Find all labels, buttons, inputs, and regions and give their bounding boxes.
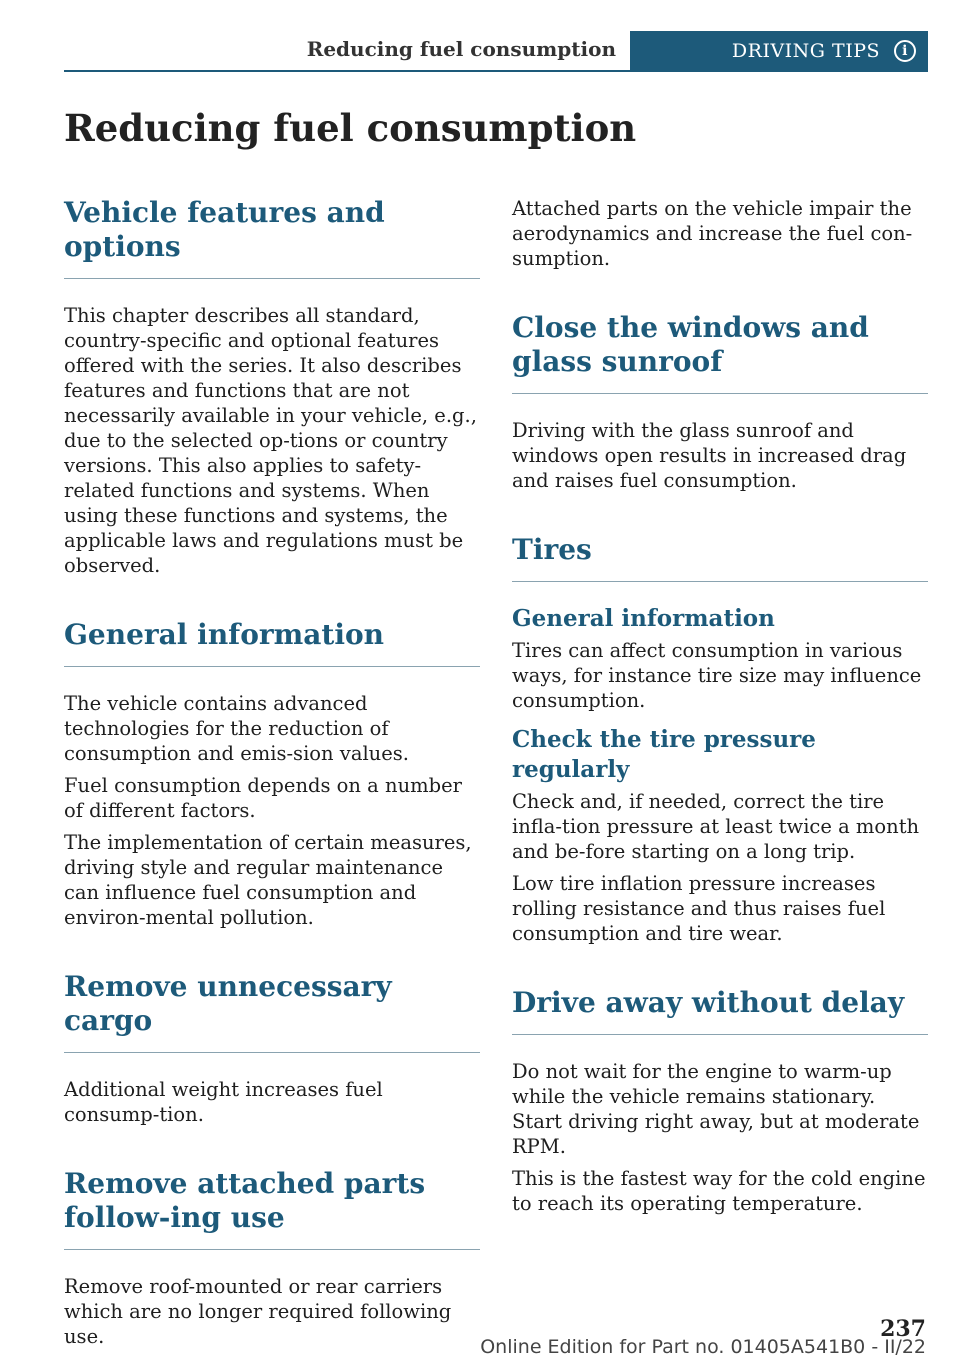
tire-pressure-paragraph: Low tire inflation pressure increases rolling resistance and thus raises fuel consumption and tire wear. — [512, 872, 886, 945]
page-header — [64, 31, 928, 72]
general-info-paragraph: The implementation of certain measures, driving style and regular maintenance can influence fuel consumption and environ-mental pollution. — [64, 831, 472, 929]
left-column — [64, 196, 480, 1349]
vehicle-features-text: This chapter describes all standard, country-specific and optional features offered with the series. It also describes features and functions that are not necessarily available in your vehicle, e.g., due to the selected op-tions or country versions. This also applies to safety-related functions and systems. When using these functions and systems, the applicable laws and regulations must be observed. — [64, 304, 477, 577]
heading-remove-cargo: Remove unnecessary cargo — [64, 970, 480, 1053]
right-column — [512, 196, 928, 1216]
remove-attached-parts-text: Remove roof-mounted or rear carriers which are no longer required following use. — [64, 1275, 452, 1348]
page-number: 237 — [880, 1316, 926, 1342]
breadcrumb: Reducing fuel consumption — [306, 37, 616, 61]
drive-away-paragraph: This is the fastest way for the cold engine to reach its operating temperature. — [512, 1167, 926, 1215]
attached-parts-text: Attached parts on the vehicle impair the aerodynamics and increase the fuel con-sumption. — [512, 197, 913, 270]
drive-away-paragraph: Do not wait for the engine to warm-up while the vehicle remains stationary. Start driving right away, but at moderate RPM. — [512, 1060, 920, 1158]
general-info-paragraph: The vehicle contains advanced technologies for the reduction of consumption and emis-sion values. — [64, 692, 409, 765]
heading-close-windows: Close the windows and glass sunroof — [512, 311, 928, 394]
tire-pressure-paragraph: Check and, if needed, correct the tire infla-tion pressure at least twice a month and be-fore starting on a long trip. — [512, 790, 920, 863]
heading-general-information: General information — [64, 618, 480, 667]
tires-general-text: Tires can affect consumption in various ways, for instance tire size may influence consumption. — [512, 639, 922, 712]
heading-tires: Tires — [512, 533, 928, 582]
section-tab — [630, 31, 928, 70]
section-label: DRIVING TIPS — [731, 39, 880, 62]
subheading-check-tire-pressure: Check the tire pressure regularly — [512, 726, 816, 783]
close-windows-text: Driving with the glass sunroof and windows open results in increased drag and raises fuel consumption. — [512, 419, 907, 492]
edition-note: Online Edition for Part no. 01405A541B0 - II/22 — [480, 1336, 926, 1358]
heading-vehicle-features: Vehicle features and options — [64, 196, 480, 279]
general-info-paragraph: Fuel consumption depends on a number of different factors. — [64, 774, 462, 822]
subheading-tires-general-information: General information — [512, 605, 775, 632]
info-icon: i — [894, 40, 916, 62]
page-title: Reducing fuel consumption — [64, 106, 637, 150]
heading-drive-away: Drive away without delay — [512, 986, 928, 1035]
remove-cargo-text: Additional weight increases fuel consump-tion. — [64, 1078, 383, 1126]
heading-remove-attached-parts: Remove attached parts follow-ing use — [64, 1167, 480, 1250]
